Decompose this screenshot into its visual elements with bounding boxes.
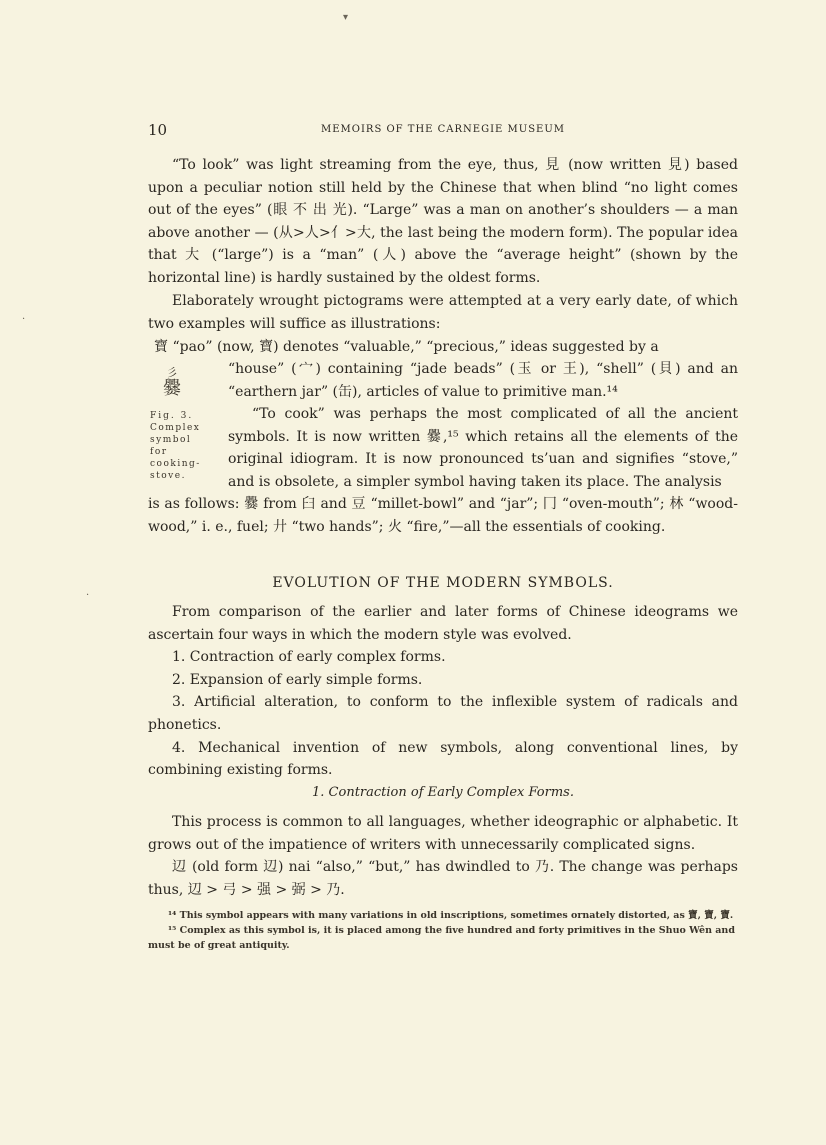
subsection-title: 1. Contraction of Early Complex Forms.	[312, 785, 574, 800]
figure-first-line: 寶 “pao” (now, 寶) denotes “valuable,” “precious,” ideas suggested by a	[154, 339, 659, 355]
list-item: 1. Contraction of early complex forms.	[172, 649, 446, 666]
section-title: EVOLUTION OF THE MODERN SYMBOLS.	[272, 575, 614, 591]
evolution-section	[148, 601, 738, 782]
list-item: 4. Mechanical invention of new symbols, along conventional lines, by combining existing forms.	[148, 739, 738, 779]
running-head: MEMOIRS OF THE CARNEGIE MUSEUM	[320, 124, 566, 135]
stray-mark: ·	[22, 314, 26, 325]
figure-side-para: “house” (宀) containing “jade beads” (玉 or 王), “shell” (貝) and an “earthern jar” (缶), articles of value to primitive man.¹⁴	[228, 361, 738, 400]
footnote-14: ¹⁴ This symbol appears with many variations in old inscriptions, sometimes ornately distorted, as 寶, 寶, 寶.	[168, 910, 734, 921]
contraction-section	[148, 811, 738, 901]
paragraph-text: 辺 (old form 辺) nai “also,” “but,” has dwindled to 乃. The change was perhaps thus, 辺 > 弓 > 强 > 弼 > 乃.	[148, 859, 738, 898]
figure-block	[140, 336, 740, 546]
paragraph-text: This process is common to all languages, whether ideographic or alphabetic. It grows out of the impatience of writers with unnecessarily complicated signs.	[148, 814, 738, 853]
glyph-top: 彡	[166, 366, 178, 379]
paragraph-text: Elaborately wrought pictograms were attempted at a very early date, of which two examples will suffice as illustrations:	[148, 293, 738, 332]
page-number: 10	[148, 121, 168, 139]
figure-bottom-text: is as follows: 爨 from 臼 and 豆 “millet-bowl” and “jar”; 冂 “oven-mouth”; 林 “wood-wood,” i. e., fuel; 廾 “two hands”; 火 “fire,”—all the essentials of cooking.	[148, 496, 738, 535]
figure-side-para: “To cook” was perhaps the most complicated of all the ancient symbols. It is now written 爨,¹⁵ which retains all the elements of the original idiogram. It is now pronounced ts’uan and signifies “stove,” and is obsolete, a simpler symbol having taken its place. The analysis	[228, 406, 738, 490]
paragraph-elaborate	[148, 290, 738, 335]
list-item: 2. Expansion of early simple forms.	[172, 671, 423, 688]
list-item: 3. Artificial alteration, to conform to the inflexible system of radicals and phonetics.	[148, 694, 738, 733]
figure-caption-title: Fig. 3.	[150, 411, 194, 421]
paragraph-text: “To look” was light streaming from the eye, thus, ⾒ (now written 見) based upon a peculiar notion still held by the Chinese that when blind “no light comes out of the eyes” (眼 不 出 光). “Large” was a man on another’s shoulders — a man above another — (从>人>亻>大, the last being the modern form). The popular idea that 大 (“large”) is a “man” (人) above the “average height” (shown by the horizontal line) is hardly sustained by the oldest forms.	[148, 157, 738, 286]
evolution-intro: From comparison of the earlier and later forms of Chinese ideograms we ascertain four ways in which the modern style was evolved.	[148, 604, 738, 643]
footnotes	[148, 908, 738, 953]
glyph-bottom: 爨	[163, 378, 181, 399]
stray-mark: ·	[86, 590, 90, 601]
figure-caption	[150, 410, 210, 482]
stray-mark: ▾	[343, 12, 349, 23]
figure-side-text	[228, 358, 738, 494]
figure-caption-text: Complex symbol for cooking-stove.	[150, 423, 201, 481]
footnote-15: ¹⁵ Complex as this symbol is, it is placed among the five hundred and forty primitives in the Shuo Wên and must be of great antiquity.	[148, 925, 735, 951]
paragraph-to-look	[148, 154, 738, 290]
page-header	[148, 121, 738, 141]
